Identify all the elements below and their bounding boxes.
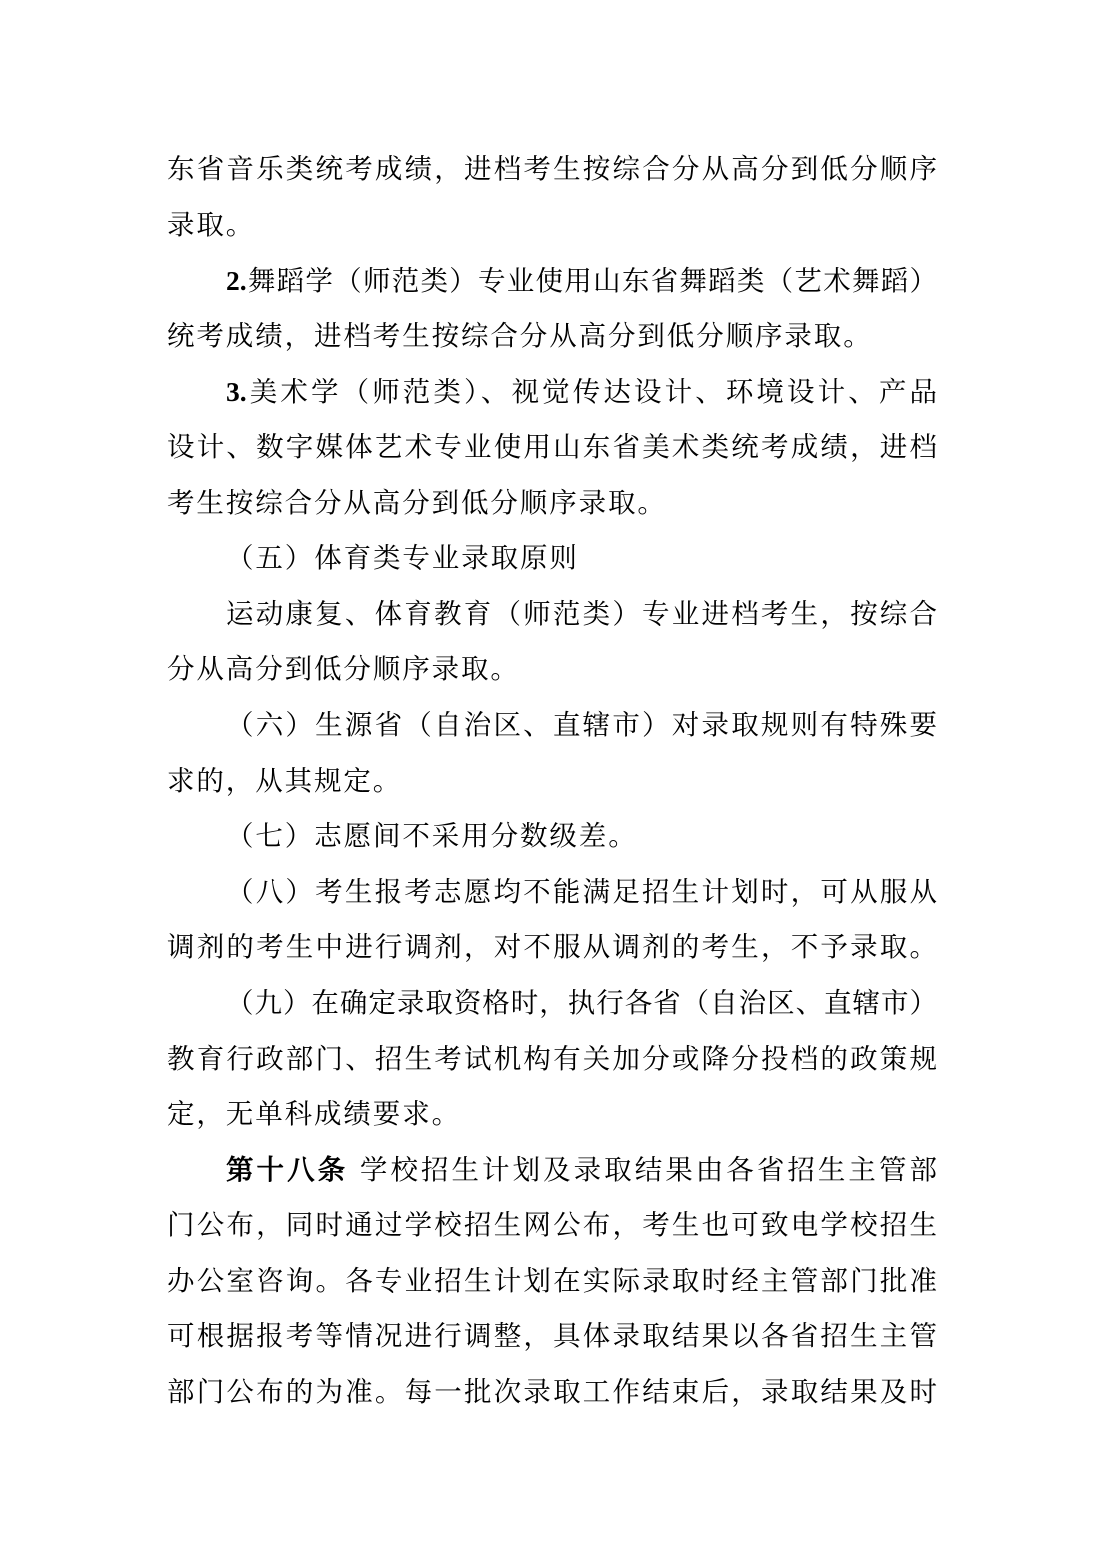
section-8: （八）考生报考志愿均不能满足招生计划时，可从服从 [226,875,937,908]
article-18 [167,1143,937,1199]
document-page [167,142,937,1421]
text-line: 录取。 [167,208,256,241]
text-line: 东省音乐类统考成绩，进档考生按综合分从高分到低分顺序 [167,153,937,185]
list-item-2 [167,253,937,309]
item-text: 舞蹈学（师范类）专业使用山东省舞蹈类（艺术舞蹈） [246,265,937,298]
text-line: 部门公布的为准。每一批次录取工作结束后，录取结果及时 [167,1376,937,1409]
section-7: （七）志愿间不采用分数级差。 [226,820,638,853]
article-title: 第十八条 [226,1153,349,1186]
text-line: 教育行政部门、招生考试机构有关加分或降分投档的政策规 [167,1042,937,1075]
text-line: 考生按综合分从高分到低分顺序录取。 [167,486,667,519]
text-line: 分从高分到低分顺序录取。 [167,653,520,686]
text-line: 定，无单科成绩要求。 [167,1098,461,1131]
text-line: 统考成绩，进档考生按综合分从高分到低分顺序录取。 [167,319,873,352]
item-text: 美术学（师范类）、视觉传达设计、环境设计、产品 [246,376,937,409]
text-line: 门公布，同时通过学校招生网公布，考生也可致电学校招生 [167,1209,937,1242]
text-line: 求的，从其规定。 [167,764,403,797]
article-text: 学校招生计划及录取结果由各省招生主管部 [348,1153,937,1186]
text-line: 运动康复、体育教育（师范类）专业进档考生，按综合 [226,597,937,630]
section-6: （六）生源省（自治区、直辖市）对录取规则有特殊要 [226,708,937,741]
text-line: 设计、数字媒体艺术专业使用山东省美术类统考成绩，进档 [167,430,937,463]
item-number: 2. [226,265,247,297]
item-number: 3. [226,376,247,408]
list-item-3 [167,364,937,420]
text-line: 办公室咨询。各专业招生计划在实际录取时经主管部门批准 [167,1264,937,1297]
section-heading-5: （五）体育类专业录取原则 [226,542,579,575]
text-line: 可根据报考等情况进行调整，具体录取结果以各省招生主管 [167,1320,937,1353]
text-line: 调剂的考生中进行调剂，对不服从调剂的考生，不予录取。 [167,931,937,964]
section-9: （九）在确定录取资格时，执行各省（自治区、直辖市） [226,986,937,1019]
